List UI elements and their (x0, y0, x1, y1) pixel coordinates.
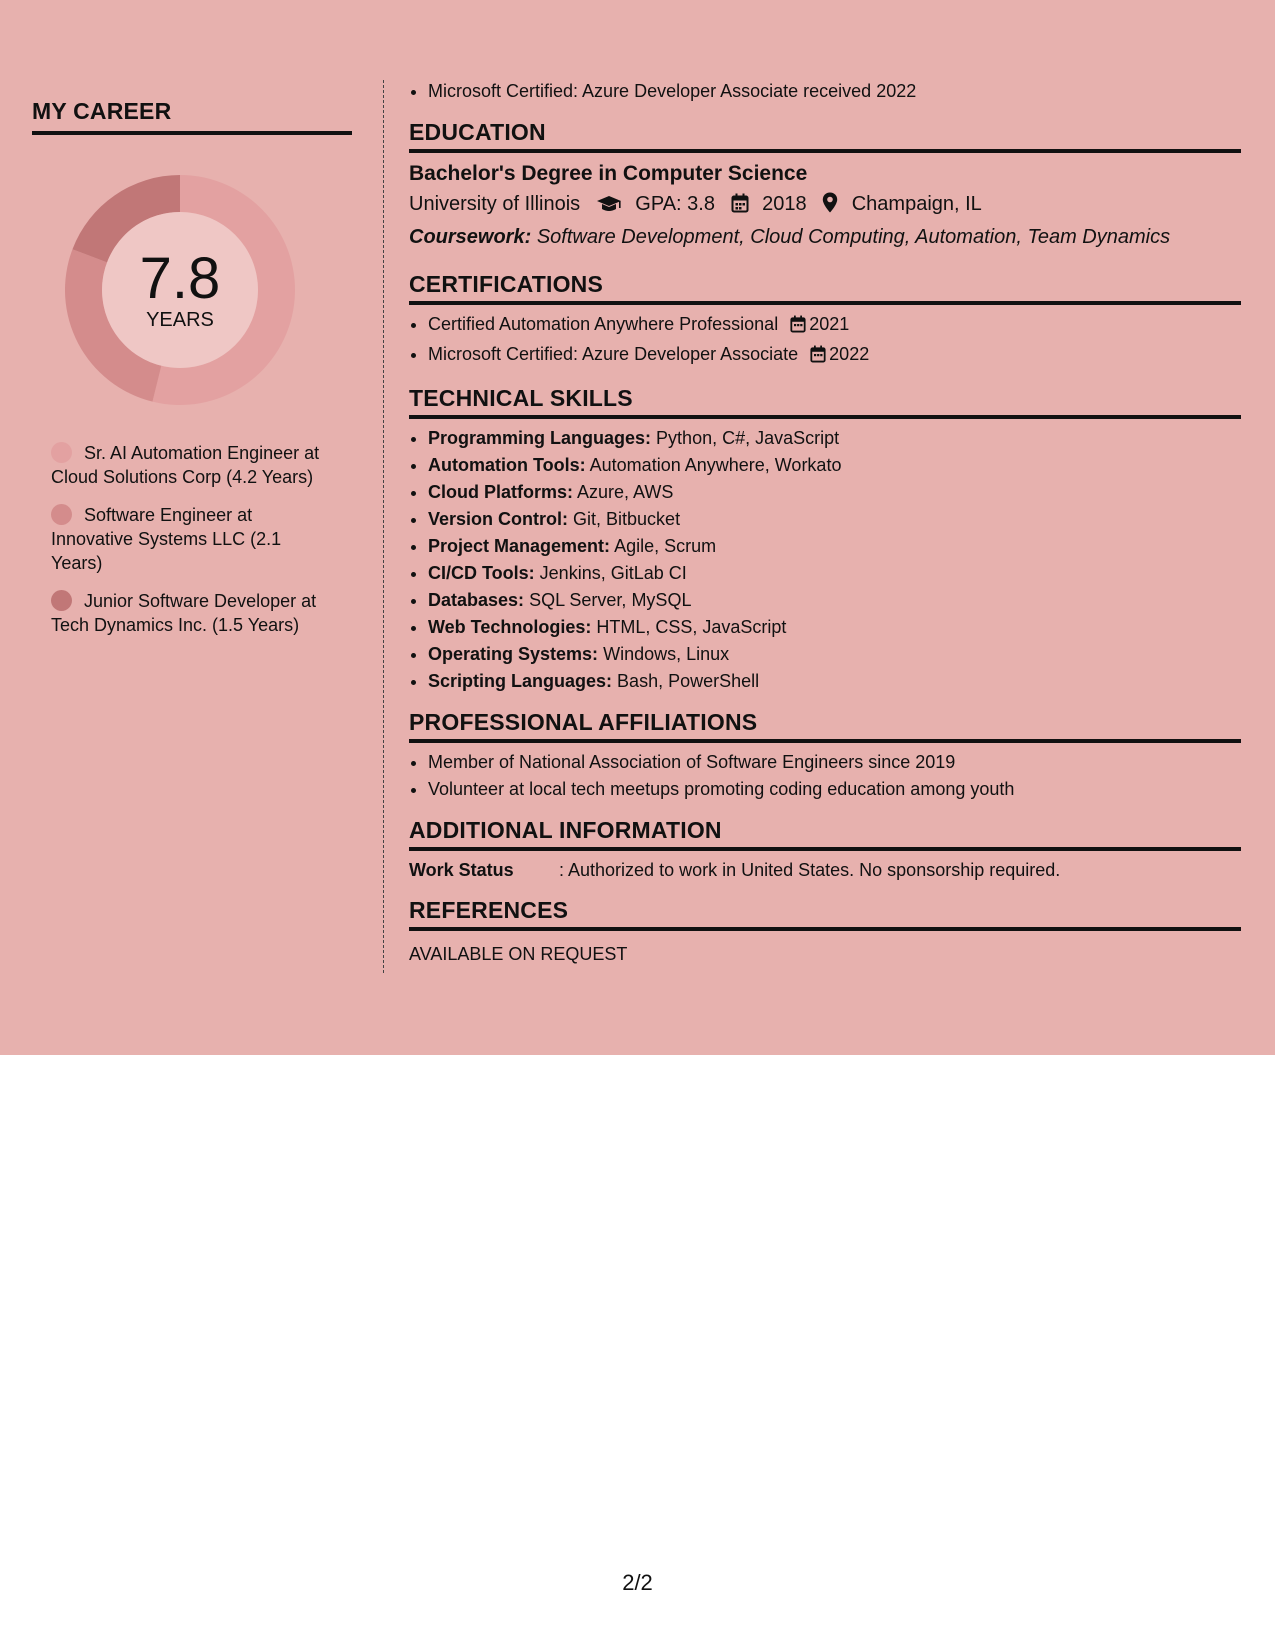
skill-label: CI/CD Tools: (428, 563, 535, 583)
work-status-key: Work Status (409, 860, 514, 880)
legend-item (51, 589, 331, 637)
list-item (428, 425, 1241, 452)
skill-value: SQL Server, MySQL (529, 590, 692, 610)
skill-label: Operating Systems: (428, 644, 599, 664)
list-item: • Volunteer at local tech meetups promoting coding education among youth (428, 776, 1241, 803)
affiliations-section (409, 709, 1241, 803)
total-years-value: 7.8 (139, 246, 221, 311)
skill-label: Programming Languages: (428, 428, 652, 448)
graduation-year: 2018 (762, 193, 807, 215)
list-item (428, 533, 1241, 560)
cert-year: 2022 (829, 344, 870, 364)
donut-center (65, 175, 295, 405)
page-number: 2/2 (622, 1570, 653, 1595)
main-content (409, 78, 1241, 967)
degree-title: Bachelor's Degree in Computer Science (409, 162, 808, 185)
column-divider (383, 80, 384, 973)
skill-value: HTML, CSS, JavaScript (596, 617, 787, 637)
additional-section (409, 817, 1241, 883)
list-item (428, 668, 1241, 695)
skill-label: Cloud Platforms: (428, 482, 574, 502)
skills-section (409, 385, 1241, 695)
skill-label: Version Control: (428, 509, 569, 529)
certifications-section (409, 271, 1241, 371)
skill-label: Project Management: (428, 536, 611, 556)
legend-item (51, 503, 331, 575)
legend-dot (51, 504, 72, 525)
skill-label: Scripting Languages: (428, 671, 613, 691)
list-item (428, 506, 1241, 533)
skill-value: Azure, AWS (577, 482, 674, 502)
references-text: AVAILABLE ON REQUEST (409, 944, 628, 964)
school-location: Champaign, IL (851, 193, 982, 215)
skill-value: Python, C#, JavaScript (656, 428, 840, 448)
list-item: • Microsoft Certified: Azure Developer Associate received 2022 (428, 78, 1241, 105)
coursework-label: Coursework: (409, 226, 532, 248)
legend-label: Software Engineer at Innovative Systems LLC (2.1 Years) (51, 505, 282, 573)
section-title: TECHNICAL SKILLS (409, 385, 1241, 419)
skill-value: Bash, PowerShell (617, 671, 760, 691)
skill-value: Git, Bitbucket (573, 509, 681, 529)
education-section (409, 119, 1241, 251)
career-donut-chart (65, 175, 295, 405)
list-item: • Member of National Association of Software Engineers since 2019 (428, 749, 1241, 776)
list-item (428, 479, 1241, 506)
total-years-unit: YEARS (146, 309, 214, 331)
references-section (409, 897, 1241, 967)
section-title: EDUCATION (409, 119, 1241, 153)
work-status-value: : Authorized to work in United States. No sponsorship required. (559, 860, 1061, 880)
calendar-icon (790, 314, 806, 341)
coursework-value: Software Development, Cloud Computing, Automation, Team Dynamics (536, 226, 1171, 248)
section-title: ADDITIONAL INFORMATION (409, 817, 1241, 851)
list-item (428, 311, 1241, 341)
school-name: University of Illinois (409, 193, 581, 215)
list-item (428, 560, 1241, 587)
list-item (428, 614, 1241, 641)
list-item (428, 341, 1241, 371)
list-item (428, 452, 1241, 479)
cert-name: Certified Automation Anywhere Professional (428, 314, 779, 334)
gpa: GPA: 3.8 (635, 193, 715, 215)
work-status-row (409, 857, 1241, 883)
legend-dot (51, 590, 72, 611)
calendar-icon (731, 191, 749, 223)
calendar-icon (810, 344, 826, 371)
career-sidebar (32, 98, 352, 651)
skill-label: Web Technologies: (428, 617, 592, 637)
skill-value: Windows, Linux (603, 644, 730, 664)
skill-value: Jenkins, GitLab CI (539, 563, 687, 583)
affiliations-list (409, 749, 1241, 803)
skill-value: Automation Anywhere, Workato (589, 455, 842, 475)
skill-value: Agile, Scrum (614, 536, 717, 556)
skills-list (409, 425, 1241, 695)
certifications-list (409, 311, 1241, 371)
education-meta (409, 188, 1241, 223)
career-heading: MY CAREER (32, 98, 352, 135)
section-title: PROFESSIONAL AFFILIATIONS (409, 709, 1241, 743)
section-title: CERTIFICATIONS (409, 271, 1241, 305)
coursework (409, 223, 1241, 251)
cert-name: Microsoft Certified: Azure Developer Associate (428, 344, 799, 364)
list-item (428, 587, 1241, 614)
legend-label: Junior Software Developer at Tech Dynamics Inc. (1.5 Years) (51, 591, 317, 635)
continued-list (409, 78, 1241, 105)
graduation-cap-icon (596, 191, 622, 223)
list-item (428, 641, 1241, 668)
section-title: REFERENCES (409, 897, 1241, 931)
skill-label: Automation Tools: (428, 455, 586, 475)
legend-label: Sr. AI Automation Engineer at Cloud Solutions Corp (4.2 Years) (51, 443, 320, 487)
skill-label: Databases: (428, 590, 525, 610)
cert-year: 2021 (809, 314, 850, 334)
legend-dot (51, 442, 72, 463)
career-legend (51, 441, 331, 637)
location-pin-icon (822, 191, 838, 223)
legend-item (51, 441, 331, 489)
